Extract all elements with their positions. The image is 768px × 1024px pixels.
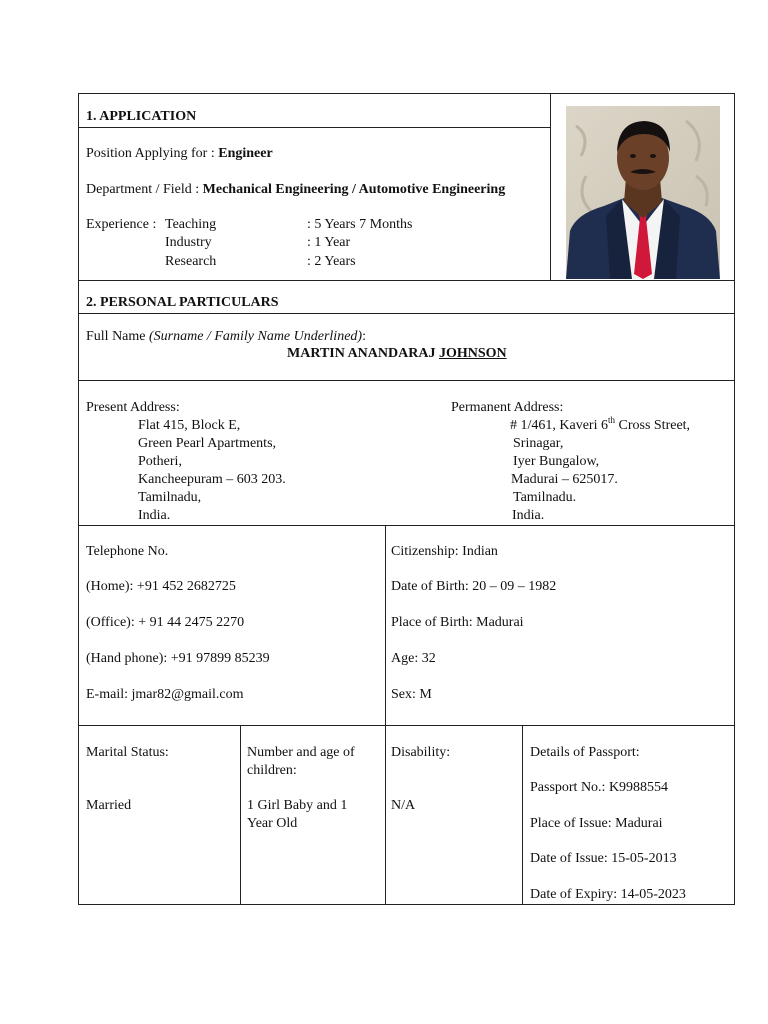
row-line-contact <box>78 725 735 726</box>
children-value-line1: 1 Girl Baby and 1 <box>247 798 348 813</box>
marital-status-label: Marital Status: <box>86 745 169 760</box>
marital-status-value: Married <box>86 798 132 813</box>
experience-duration-industry: : 1 Year <box>307 235 351 250</box>
citizenship: Citizenship: Indian <box>391 544 498 559</box>
present-address-line: India. <box>138 508 171 523</box>
table-border-top <box>78 93 735 94</box>
given-names: MARTIN ANANDARAJ <box>287 346 439 361</box>
ordinal-suffix: th <box>607 415 615 425</box>
experience-label: Experience : <box>86 217 157 232</box>
table-border-right <box>734 93 735 905</box>
present-address-line: Green Pearl Apartments, <box>138 436 277 451</box>
telephone-label: Telephone No. <box>86 544 169 559</box>
present-address-label: Present Address: <box>86 400 180 415</box>
personal-heading: 2. PERSONAL PARTICULARS <box>86 295 279 310</box>
place-of-birth: Place of Birth: Madurai <box>391 615 524 630</box>
surname: JOHNSON <box>438 346 507 361</box>
permanent-street-suffix: Cross Street, <box>615 418 691 433</box>
office-phone: (Office): + 91 44 2475 2270 <box>86 615 245 630</box>
permanent-address-label: Permanent Address: <box>451 400 564 415</box>
marital-divider <box>240 725 241 905</box>
row-line-address <box>78 525 735 526</box>
full-name-label-row <box>86 329 366 345</box>
present-address-line: Potheri, <box>138 454 182 469</box>
permanent-street-prefix: # 1/461, Kaveri 6 <box>510 418 608 433</box>
table-border-left <box>78 93 79 905</box>
children-value-line2: Year Old <box>247 816 298 831</box>
date-of-birth: Date of Birth: 20 – 09 – 1982 <box>391 579 557 594</box>
row-line-application-heading <box>78 127 551 128</box>
passport-divider <box>522 725 523 905</box>
position-label: Position Applying for : <box>86 146 219 161</box>
row-line-name <box>78 380 735 381</box>
passport-place-of-issue: Place of Issue: Madurai <box>530 816 663 831</box>
experience-type-research: Research <box>165 254 217 269</box>
department-label: Department / Field : <box>86 182 203 197</box>
application-heading: 1. APPLICATION <box>86 109 197 124</box>
children-label-line1: Number and age of <box>247 745 355 760</box>
permanent-address-line: India. <box>512 508 545 523</box>
applicant-photo <box>566 106 720 279</box>
contact-divider <box>385 525 386 905</box>
passport-issue-date: Date of Issue: 15-05-2013 <box>530 851 677 866</box>
passport-expiry-date: Date of Expiry: 14-05-2023 <box>530 887 686 902</box>
present-address-line: Kancheepuram – 603 203. <box>138 472 286 487</box>
age: Age: 32 <box>391 651 436 666</box>
photo-cell-divider <box>550 93 551 281</box>
row-line-personal-heading <box>78 313 735 314</box>
permanent-address-line: Tamilnadu. <box>513 490 577 505</box>
department-value: Mechanical Engineering / Automotive Engineering <box>202 182 506 197</box>
portrait-illustration <box>566 106 720 279</box>
disability-label: Disability: <box>391 745 451 760</box>
full-name-value <box>287 346 507 362</box>
experience-type-teaching: Teaching <box>165 217 217 232</box>
row-line-personal-top <box>78 280 735 281</box>
sex: Sex: M <box>391 687 432 702</box>
position-row <box>86 146 273 162</box>
experience-duration-research: : 2 Years <box>307 254 356 269</box>
table-border-bottom <box>78 904 735 905</box>
department-row <box>86 182 505 198</box>
full-name-colon: : <box>362 329 366 344</box>
passport-heading: Details of Passport: <box>530 745 640 760</box>
home-phone: (Home): +91 452 2682725 <box>86 579 236 594</box>
position-value: Engineer <box>218 146 273 161</box>
present-address-line: Tamilnadu, <box>138 490 202 505</box>
email: E-mail: jmar82@gmail.com <box>86 687 244 702</box>
children-label-line2: children: <box>247 763 297 778</box>
full-name-note: (Surname / Family Name Underlined) <box>149 329 363 344</box>
experience-duration-teaching: : 5 Years 7 Months <box>307 217 413 232</box>
permanent-address-line: Madurai – 625017. <box>511 472 618 487</box>
passport-number: Passport No.: K9988554 <box>530 780 669 795</box>
permanent-address-first-line <box>510 415 691 434</box>
full-name-label: Full Name <box>86 329 149 344</box>
disability-value: N/A <box>391 798 416 813</box>
experience-type-industry: Industry <box>165 235 212 250</box>
permanent-address-line: Srinagar, <box>513 436 564 451</box>
hand-phone: (Hand phone): +91 97899 85239 <box>86 651 270 666</box>
present-address-line: Flat 415, Block E, <box>138 418 241 433</box>
permanent-address-line: Iyer Bungalow, <box>513 454 600 469</box>
